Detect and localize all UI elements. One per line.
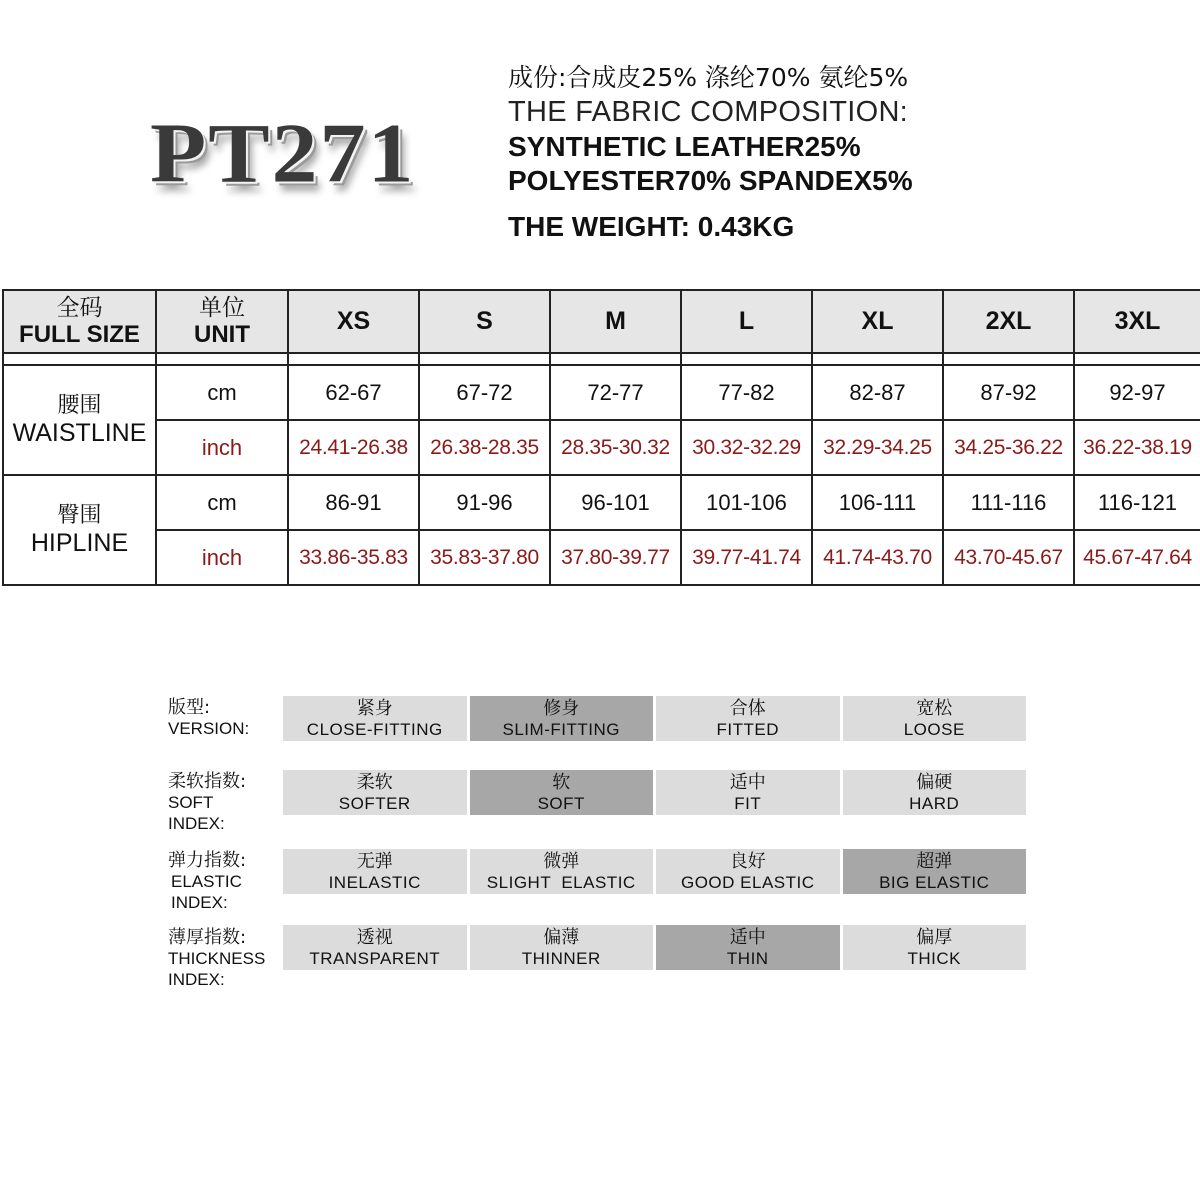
composition-title: THE FABRIC COMPOSITION:: [508, 96, 909, 128]
version-option-fitted: [656, 696, 840, 741]
option-cn: 偏薄: [543, 926, 580, 948]
table-cell: 82-87: [812, 365, 943, 420]
hip-cm-row: [3, 475, 1200, 530]
soft-option-soft: [470, 770, 654, 815]
table-cell: 32.29-34.25: [812, 420, 943, 475]
size-header-xs: XS: [288, 290, 419, 353]
table-cell: 39.77-41.74: [681, 530, 812, 585]
hipline-label-en: HIPLINE: [30, 529, 129, 558]
option-cn: 柔软: [356, 771, 393, 793]
elastic-index-label-cn: 弹力指数:: [168, 850, 247, 871]
thickness-index-label: [168, 927, 265, 990]
thickness-index-label-cn: 薄厚指数:: [168, 927, 247, 948]
soft-option-hard: [843, 770, 1027, 815]
table-cell: 43.70-45.67: [943, 530, 1074, 585]
option-cn: 适中: [729, 771, 766, 793]
waist-unit-cm: cm: [156, 365, 288, 420]
thickness-index-label-en1: THICKNESS: [168, 949, 266, 968]
size-header-m: M: [550, 290, 681, 353]
elastic-index-label-en1: ELASTIC: [171, 872, 242, 891]
table-cell: 36.22-38.19: [1074, 420, 1200, 475]
option-en: SLIGHT ELASTIC: [486, 872, 636, 892]
waistline-label: [3, 365, 156, 475]
table-cell: 106-111: [812, 475, 943, 530]
option-en: THIN: [726, 948, 769, 968]
size-header-xl: XL: [812, 290, 943, 353]
elastic-index-label: [168, 850, 246, 913]
table-cell: 77-82: [681, 365, 812, 420]
elastic-option-big-elastic: [843, 849, 1027, 894]
option-en: SOFTER: [338, 793, 411, 813]
option-en: TRANSPARENT: [309, 948, 441, 968]
option-en: CLOSE-FITTING: [306, 719, 443, 739]
elastic-index-label-en2: INDEX:: [171, 893, 228, 912]
hip-inch-row: [3, 530, 1200, 585]
waistline-label-en: WAISTLINE: [12, 419, 147, 448]
version-label-cn: 版型:: [168, 697, 211, 718]
option-en: HARD: [909, 793, 960, 813]
waist-inch-row: [3, 420, 1200, 475]
table-cell: 67-72: [419, 365, 550, 420]
size-header-row: [3, 290, 1200, 353]
table-cell: 72-77: [550, 365, 681, 420]
option-en: FIT: [734, 793, 762, 813]
option-en: THICK: [907, 948, 961, 968]
table-cell: 92-97: [1074, 365, 1200, 420]
option-en: THINNER: [521, 948, 601, 968]
table-cell: 26.38-28.35: [419, 420, 550, 475]
unit-header: [156, 290, 288, 353]
option-en: BIG ELASTIC: [879, 872, 990, 892]
option-en: INELASTIC: [328, 872, 421, 892]
elastic-index-scale: [283, 849, 1026, 894]
option-en: SOFT: [537, 793, 585, 813]
thickness-option-thinner: [470, 925, 654, 970]
table-spacer-row: [3, 353, 1200, 365]
full-size-header: [3, 290, 156, 353]
option-cn: 偏硬: [916, 771, 953, 793]
product-code-logo: PT271: [150, 106, 416, 201]
hip-unit-inch: inch: [156, 530, 288, 585]
version-scale: [283, 696, 1026, 741]
size-chart-table: [2, 289, 1200, 586]
elastic-option-good-elastic: [656, 849, 840, 894]
table-cell: 87-92: [943, 365, 1074, 420]
soft-option-fit: [656, 770, 840, 815]
soft-index-label-cn: 柔软指数:: [168, 771, 247, 792]
elastic-option-slight-elastic: [470, 849, 654, 894]
size-header-3xl: 3XL: [1074, 290, 1200, 353]
thickness-option-thick: [843, 925, 1027, 970]
option-cn: 良好: [729, 850, 766, 872]
table-cell: 35.83-37.80: [419, 530, 550, 585]
composition-line-2: POLYESTER70% SPANDEX5%: [508, 165, 913, 196]
table-cell: 101-106: [681, 475, 812, 530]
composition-cn: 成份:合成皮25% 涤纶70% 氨纶5%: [508, 63, 909, 92]
size-header-l: L: [681, 290, 812, 353]
size-header-s: S: [419, 290, 550, 353]
table-cell: 91-96: [419, 475, 550, 530]
option-cn: 软: [552, 771, 571, 793]
option-en: FITTED: [716, 719, 779, 739]
hipline-label: [3, 475, 156, 585]
option-cn: 无弹: [356, 850, 393, 872]
option-cn: 合体: [729, 697, 766, 719]
option-en: LOOSE: [903, 719, 965, 739]
waist-unit-inch: inch: [156, 420, 288, 475]
waistline-label-cn: 腰围: [57, 393, 102, 419]
hipline-label-cn: 臀围: [57, 503, 102, 529]
table-cell: 28.35-30.32: [550, 420, 681, 475]
version-option-close-fitting: [283, 696, 467, 741]
thickness-option-transparent: [283, 925, 467, 970]
option-cn: 适中: [729, 926, 766, 948]
table-cell: 30.32-32.29: [681, 420, 812, 475]
table-cell: 34.25-36.22: [943, 420, 1074, 475]
version-option-loose: [843, 696, 1027, 741]
option-cn: 透视: [356, 926, 393, 948]
elastic-option-inelastic: [283, 849, 467, 894]
table-cell: 37.80-39.77: [550, 530, 681, 585]
option-cn: 宽松: [916, 697, 953, 719]
table-cell: 33.86-35.83: [288, 530, 419, 585]
table-cell: 62-67: [288, 365, 419, 420]
table-cell: 96-101: [550, 475, 681, 530]
unit-header-en: UNIT: [194, 320, 250, 348]
full-size-header-cn: 全码: [56, 294, 103, 321]
waist-cm-row: [3, 365, 1200, 420]
table-cell: 111-116: [943, 475, 1074, 530]
thickness-option-thin: [656, 925, 840, 970]
full-size-header-en: FULL SIZE: [19, 320, 140, 348]
option-cn: 紧身: [356, 697, 393, 719]
soft-option-softer: [283, 770, 467, 815]
soft-index-label-en2: INDEX:: [168, 814, 225, 833]
table-cell: 86-91: [288, 475, 419, 530]
table-cell: 116-121: [1074, 475, 1200, 530]
option-en: SLIM-FITTING: [502, 719, 620, 739]
soft-index-label: [168, 771, 246, 834]
option-cn: 偏厚: [916, 926, 953, 948]
version-label: [168, 697, 249, 739]
soft-index-label-en1: SOFT: [168, 793, 214, 812]
soft-index-scale: [283, 770, 1026, 815]
version-option-slim-fitting: [470, 696, 654, 741]
composition-line-1: SYNTHETIC LEATHER25%: [508, 131, 861, 162]
option-en: GOOD ELASTIC: [680, 872, 815, 892]
table-cell: 24.41-26.38: [288, 420, 419, 475]
size-header-2xl: 2XL: [943, 290, 1074, 353]
option-cn: 超弹: [916, 850, 953, 872]
table-cell: 45.67-47.64: [1074, 530, 1200, 585]
unit-header-cn: 单位: [199, 294, 245, 321]
version-label-en: VERSION:: [168, 719, 250, 738]
hip-unit-cm: cm: [156, 475, 288, 530]
option-cn: 修身: [543, 697, 580, 719]
table-cell: 41.74-43.70: [812, 530, 943, 585]
fabric-weight: THE WEIGHT: 0.43KG: [508, 211, 795, 242]
option-cn: 微弹: [543, 850, 580, 872]
thickness-index-scale: [283, 925, 1026, 970]
thickness-index-label-en2: INDEX:: [168, 970, 225, 989]
